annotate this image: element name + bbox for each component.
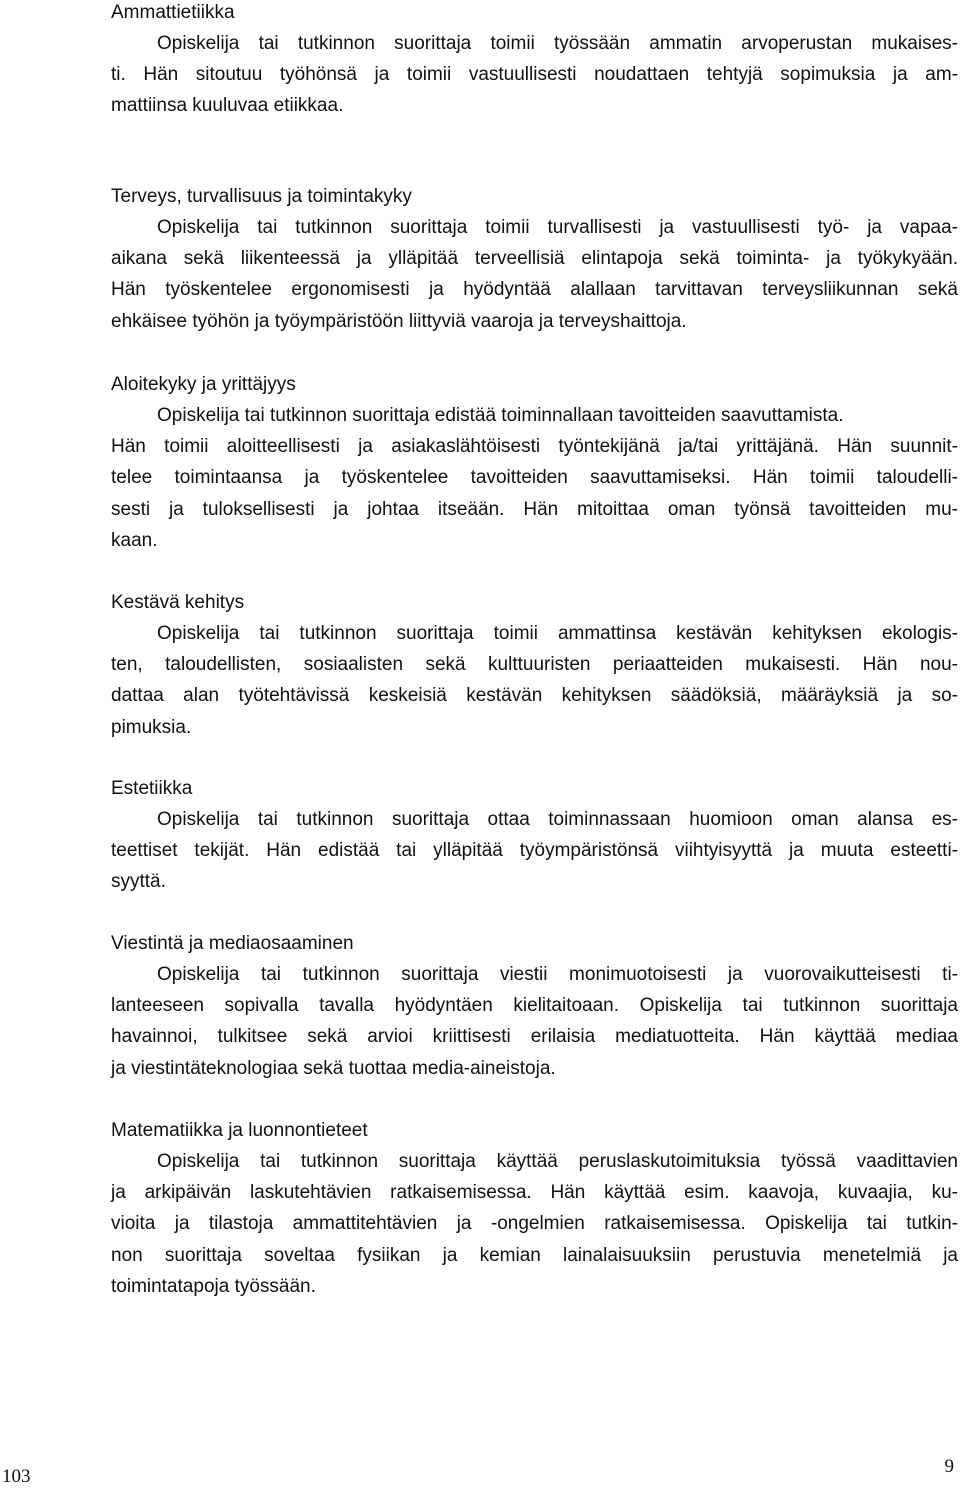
paragraph-line: toimintatapoja työssään. <box>111 1275 316 1297</box>
page-number-left: 103 <box>2 1466 31 1487</box>
paragraph-line: ja viestintäteknologiaa sekä tuottaa media-aineistoja. <box>111 1057 556 1079</box>
section-terveys <box>111 181 958 337</box>
paragraph-line: kaan. <box>111 529 158 551</box>
paragraph-line: Hän työskentelee ergonomisesti ja hyödyntää alallaan tarvittavan terveysliikunnan sekä <box>111 279 958 301</box>
paragraph-line: vioita ja tilastoja ammattitehtävien ja -ongelmien ratkaisemisessa. Opiskelija tai tutkin- <box>111 1213 958 1235</box>
page-number-right: 9 <box>944 1456 954 1477</box>
paragraph-line: ja arkipäivän laskutehtävien ratkaisemisessa. Hän käyttää esim. kaavoja, kuvaajia, ku- <box>111 1182 958 1204</box>
paragraph-line: pimuksia. <box>111 716 192 738</box>
paragraph-line: ti. Hän sitoutuu työhönsä ja toimii vastuullisesti noudattaen tehtyjä sopimuksia ja am- <box>111 64 958 86</box>
section-viestinta <box>111 928 958 1084</box>
paragraph-line: teettiset tekijät. Hän edistää tai ylläpitää työympäristönsä viihtyisyyttä ja muuta esteetti- <box>111 840 958 862</box>
paragraph-line: lanteeseen sopivalla tavalla hyödyntäen kielitaitoaan. Opiskelija tai tutkinnon suorittaja <box>111 995 958 1017</box>
paragraph-line: Hän toimii aloitteellisesti ja asiakaslähtöisesti työntekijänä ja/tai yrittäjänä. Hän suunnit- <box>111 436 958 458</box>
section-heading: Aloitekyky ja yrittäjyys <box>111 374 296 395</box>
paragraph-line: havainnoi, tulkitsee sekä arvioi kriittisesti erilaisia mediatuotteita. Hän käyttää mediaa <box>111 1026 958 1048</box>
paragraph-line: ehkäisee työhön ja työympäristöön liittyviä vaaroja ja terveyshaittoja. <box>111 310 687 332</box>
section-heading: Terveys, turvallisuus ja toimintakyky <box>111 186 412 207</box>
section-heading: Matematiikka ja luonnontieteet <box>111 1120 368 1141</box>
section-heading: Viestintä ja mediaosaaminen <box>111 933 354 954</box>
section-heading: Ammattietiikka <box>111 2 235 23</box>
paragraph-line: Opiskelija tai tutkinnon suorittaja viestii monimuotoisesti ja vuorovaikutteisesti ti- <box>157 964 958 985</box>
paragraph-line: mattiinsa kuuluvaa etiikkaa. <box>111 95 344 117</box>
paragraph-line: syyttä. <box>111 871 166 893</box>
paragraph-line: dattaa alan työtehtävissä keskeisiä kestävän kehityksen säädöksiä, määräyksiä ja so- <box>111 685 958 707</box>
paragraph-line: telee toimintaansa ja työskentelee tavoitteiden saavuttamiseksi. Hän toimii taloudelli- <box>111 467 958 489</box>
paragraph-line: Opiskelija tai tutkinnon suorittaja toimii turvallisesti ja vastuullisesti työ- ja vapaa- <box>157 217 958 238</box>
section-estetiikka <box>111 773 958 898</box>
paragraph-line: Opiskelija tai tutkinnon suorittaja edistää toiminnallaan tavoitteiden saavuttamista. <box>157 405 844 426</box>
paragraph-line: non suorittaja soveltaa fysiikan ja kemian lainalaisuuksiin perustuvia menetelmiä ja <box>111 1244 958 1266</box>
section-kestava-kehitys <box>111 587 958 743</box>
section-aloitekyky <box>111 369 958 556</box>
paragraph-line: Opiskelija tai tutkinnon suorittaja ottaa toiminnassaan huomioon oman alansa es- <box>157 809 958 830</box>
paragraph-line: aikana sekä liikenteessä ja ylläpitää terveellisiä elintapoja sekä toiminta- ja työkykyään. <box>111 248 958 270</box>
paragraph-line: Opiskelija tai tutkinnon suorittaja toimii työssään ammatin arvoperustan mukaises- <box>157 33 958 54</box>
paragraph-line: Opiskelija tai tutkinnon suorittaja toimii ammattinsa kestävän kehityksen ekologis- <box>157 623 958 644</box>
section-matematiikka <box>111 1115 958 1302</box>
paragraph-line: Opiskelija tai tutkinnon suorittaja käyttää peruslaskutoimituksia työssä vaadittavien <box>157 1151 958 1172</box>
section-ammattietiikka <box>111 0 958 122</box>
section-heading: Estetiikka <box>111 778 193 799</box>
section-heading: Kestävä kehitys <box>111 592 245 613</box>
paragraph-line: ten, taloudellisten, sosiaalisten sekä kulttuuristen periaatteiden mukaisesti. Hän nou- <box>111 654 958 676</box>
paragraph-line: sesti ja tuloksellisesti ja johtaa itseään. Hän mitoittaa oman työnsä tavoitteiden mu- <box>111 498 958 520</box>
